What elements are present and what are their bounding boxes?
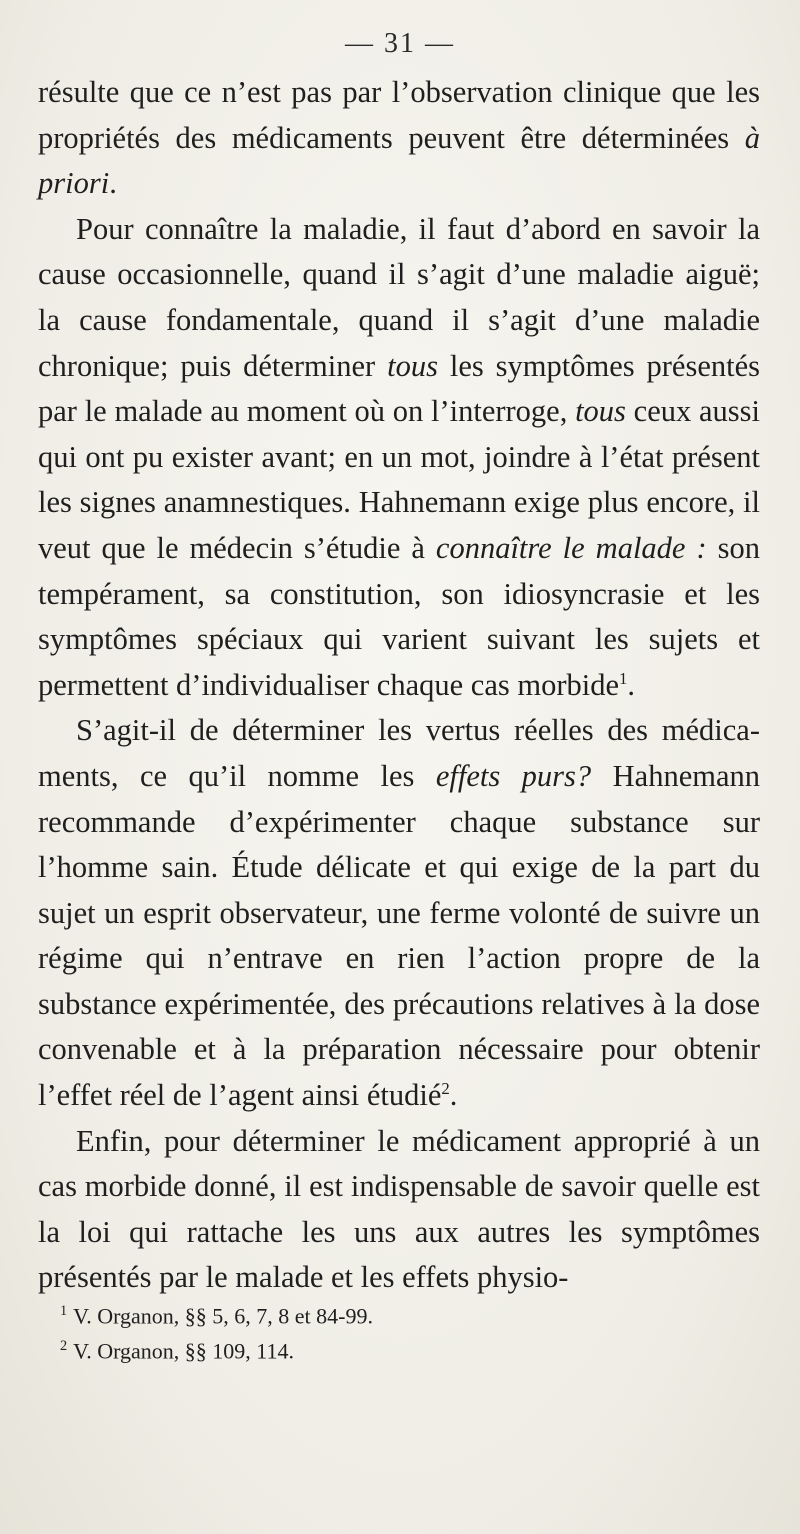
footnote-mark: 2 <box>60 1338 68 1355</box>
footnote-reference: 2 <box>441 1078 450 1098</box>
text-segment: . <box>449 1078 458 1113</box>
text-segment: son tempérament, sa constitution, son idiosyncrasie et les symptômes spéciaux qui varient suivant les sujets et permettent d’individualiser chaque cas morbide <box>38 530 760 702</box>
text-segment: Pour connaître la maladie, il faut d’abord en savoir la cause occasionnelle, quand il s’agit d’une maladie aiguë; la cause fondamentale, quand il s’agit d’une maladie chronique; puis déterminer <box>38 211 760 383</box>
text-segment: Hahnemann recommande d’expérimenter chaque substance sur l’homme sain. Étude délicate et qui exige de la part du sujet un esprit observateur, une ferme volonté de suivre un régime qui n’entrave en rien l’action propre de la substance expérimentée, des précautions relatives à la dose convenable et à la préparation nécessaire pour obtenir l’effet réel de l’agent ainsi étudié <box>38 758 760 1113</box>
paragraph <box>38 207 760 709</box>
paragraph <box>38 70 760 207</box>
text-segment: les symptômes présentés par le malade au moment où on l’interroge, <box>38 348 760 429</box>
paragraph <box>38 1119 760 1301</box>
body-text <box>38 70 760 1301</box>
text-segment: S’agit-il de déterminer les vertus réelles des médicaments, ce qu’il nomme les <box>38 713 760 793</box>
text-segment: résulte que ce n’est pas par l’observation clinique que les propriétés des médicaments peuvent être déterminées <box>38 75 760 155</box>
footnotes <box>60 1296 740 1367</box>
text-segment: . <box>109 166 117 201</box>
text-segment: effets purs? <box>435 758 592 793</box>
text-segment: tous <box>387 348 438 383</box>
paragraph <box>38 708 760 1118</box>
footnote-2 <box>60 1331 740 1366</box>
footnote-text: V. Organon, §§ 109, 114. <box>73 1338 294 1364</box>
page-number: — 31 — <box>345 28 455 59</box>
footnote-reference: 1 <box>619 668 628 688</box>
footnote-1 <box>60 1296 740 1331</box>
footnote-text: V. Organon, §§ 5, 6, 7, 8 et 84-99. <box>73 1303 373 1329</box>
text-segment: tous <box>575 394 626 429</box>
text-segment: Enfin, pour déterminer le médicament approprié à un cas morbide donné, il est indispensable de savoir quelle est la loi qui rattache les uns aux autres les symptômes présentés par le malade et les effets physio- <box>38 1123 760 1295</box>
footnote-mark: 1 <box>60 1303 68 1319</box>
text-segment: ceux aussi qui ont pu exister avant; en un mot, joindre à l’état présent les signes anamnestiques. Hahnemann exige plus encore, il veut que le médecin s’étudie à <box>38 394 760 565</box>
text-segment: . <box>627 667 636 702</box>
text-segment: à priori <box>38 120 760 201</box>
text-segment: connaître le malade : <box>435 530 707 565</box>
